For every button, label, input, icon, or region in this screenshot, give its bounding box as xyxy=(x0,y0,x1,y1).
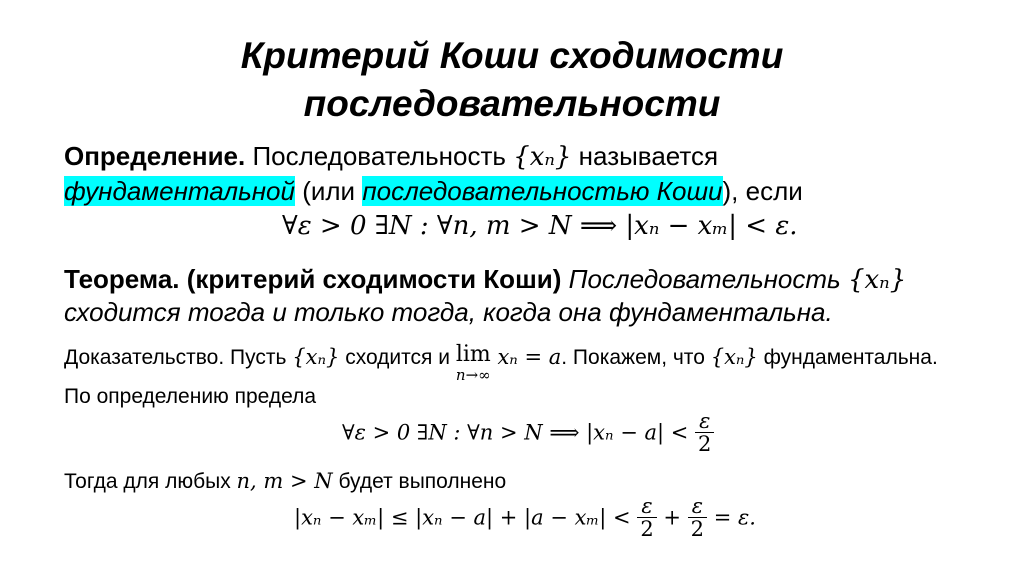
theorem-label: Теорема. (критерий сходимости Коши) xyxy=(64,264,562,294)
fraction-eps-half xyxy=(695,410,714,455)
slide-title-line1: Критерий Коши сходимости xyxy=(240,35,784,76)
proof-formula2 xyxy=(294,495,756,540)
fraction1-numerator: ε xyxy=(637,495,656,518)
definition-formula: ∀ε > 0 ∃N : ∀n, m > N ⟹ |xₙ − xₘ| < ε. xyxy=(282,211,798,241)
definition-text1: Последовательность xyxy=(245,141,514,171)
fraction1-denominator: 2 xyxy=(640,517,654,542)
proof-line3-b: будет выполнено xyxy=(332,470,507,493)
fraction2-denominator: 2 xyxy=(690,517,705,542)
fraction-eps-half-2 xyxy=(688,495,707,540)
highlight-fundamental: фундаментальной xyxy=(64,176,295,206)
highlight-cauchy-sequence: последовательностью Коши xyxy=(362,176,723,206)
definition-line1 xyxy=(64,141,718,172)
definition-text2: называется xyxy=(571,141,719,171)
proof-formula1 xyxy=(342,410,714,455)
limit-operator xyxy=(456,344,491,383)
limit-top: lim xyxy=(455,342,491,367)
proof-text-a: Доказательство. Пусть xyxy=(64,346,293,369)
formula2-plus: + xyxy=(656,505,688,530)
proof-text-b: сходится и xyxy=(339,346,456,369)
proof-line2: По определению предела xyxy=(64,385,317,408)
fraction-eps-half-1 xyxy=(637,495,656,540)
formula1-text: ∀ε > 0 ∃N : ∀n > N ⟹ |xₙ − a| < xyxy=(342,420,696,445)
proof-line3-a: Тогда для любых xyxy=(64,470,237,493)
fraction-denominator: 2 xyxy=(698,432,712,457)
sequence-notation: {xₙ} xyxy=(513,142,572,172)
proof-sequence-2: {xₙ} xyxy=(710,345,758,369)
definition-text4: ), если xyxy=(722,176,803,206)
theorem-text1: Последовательность xyxy=(561,264,848,294)
proof-text-c: . Покажем, что xyxy=(561,346,711,369)
formula2-text: |xₙ − xₘ| ≤ |xₙ − a| + |a − xₘ| < xyxy=(294,505,638,530)
fraction-numerator: ε xyxy=(695,410,714,433)
definition-label: Определение. xyxy=(64,141,246,171)
proof-text-d: фундаментальна. xyxy=(757,346,938,369)
fraction2-numerator: ε xyxy=(688,495,707,518)
theorem-line1 xyxy=(64,264,906,295)
proof-line1 xyxy=(64,344,938,383)
definition-text3: (или xyxy=(294,176,363,206)
slide-title-line2: последовательности xyxy=(303,83,721,124)
theorem-sequence: {xₙ} xyxy=(847,265,907,295)
limit-expression: xₙ = a xyxy=(490,345,562,369)
proof-line3-math: n, m > N xyxy=(236,469,333,493)
limit-subscript: n→∞ xyxy=(455,366,491,384)
proof-sequence: {xₙ} xyxy=(292,345,340,369)
theorem-line2: сходится тогда и только тогда, когда она фундаментальна. xyxy=(64,297,833,327)
formula2-end: = ε. xyxy=(707,505,756,530)
definition-line2 xyxy=(64,176,803,206)
proof-line3 xyxy=(64,468,506,495)
